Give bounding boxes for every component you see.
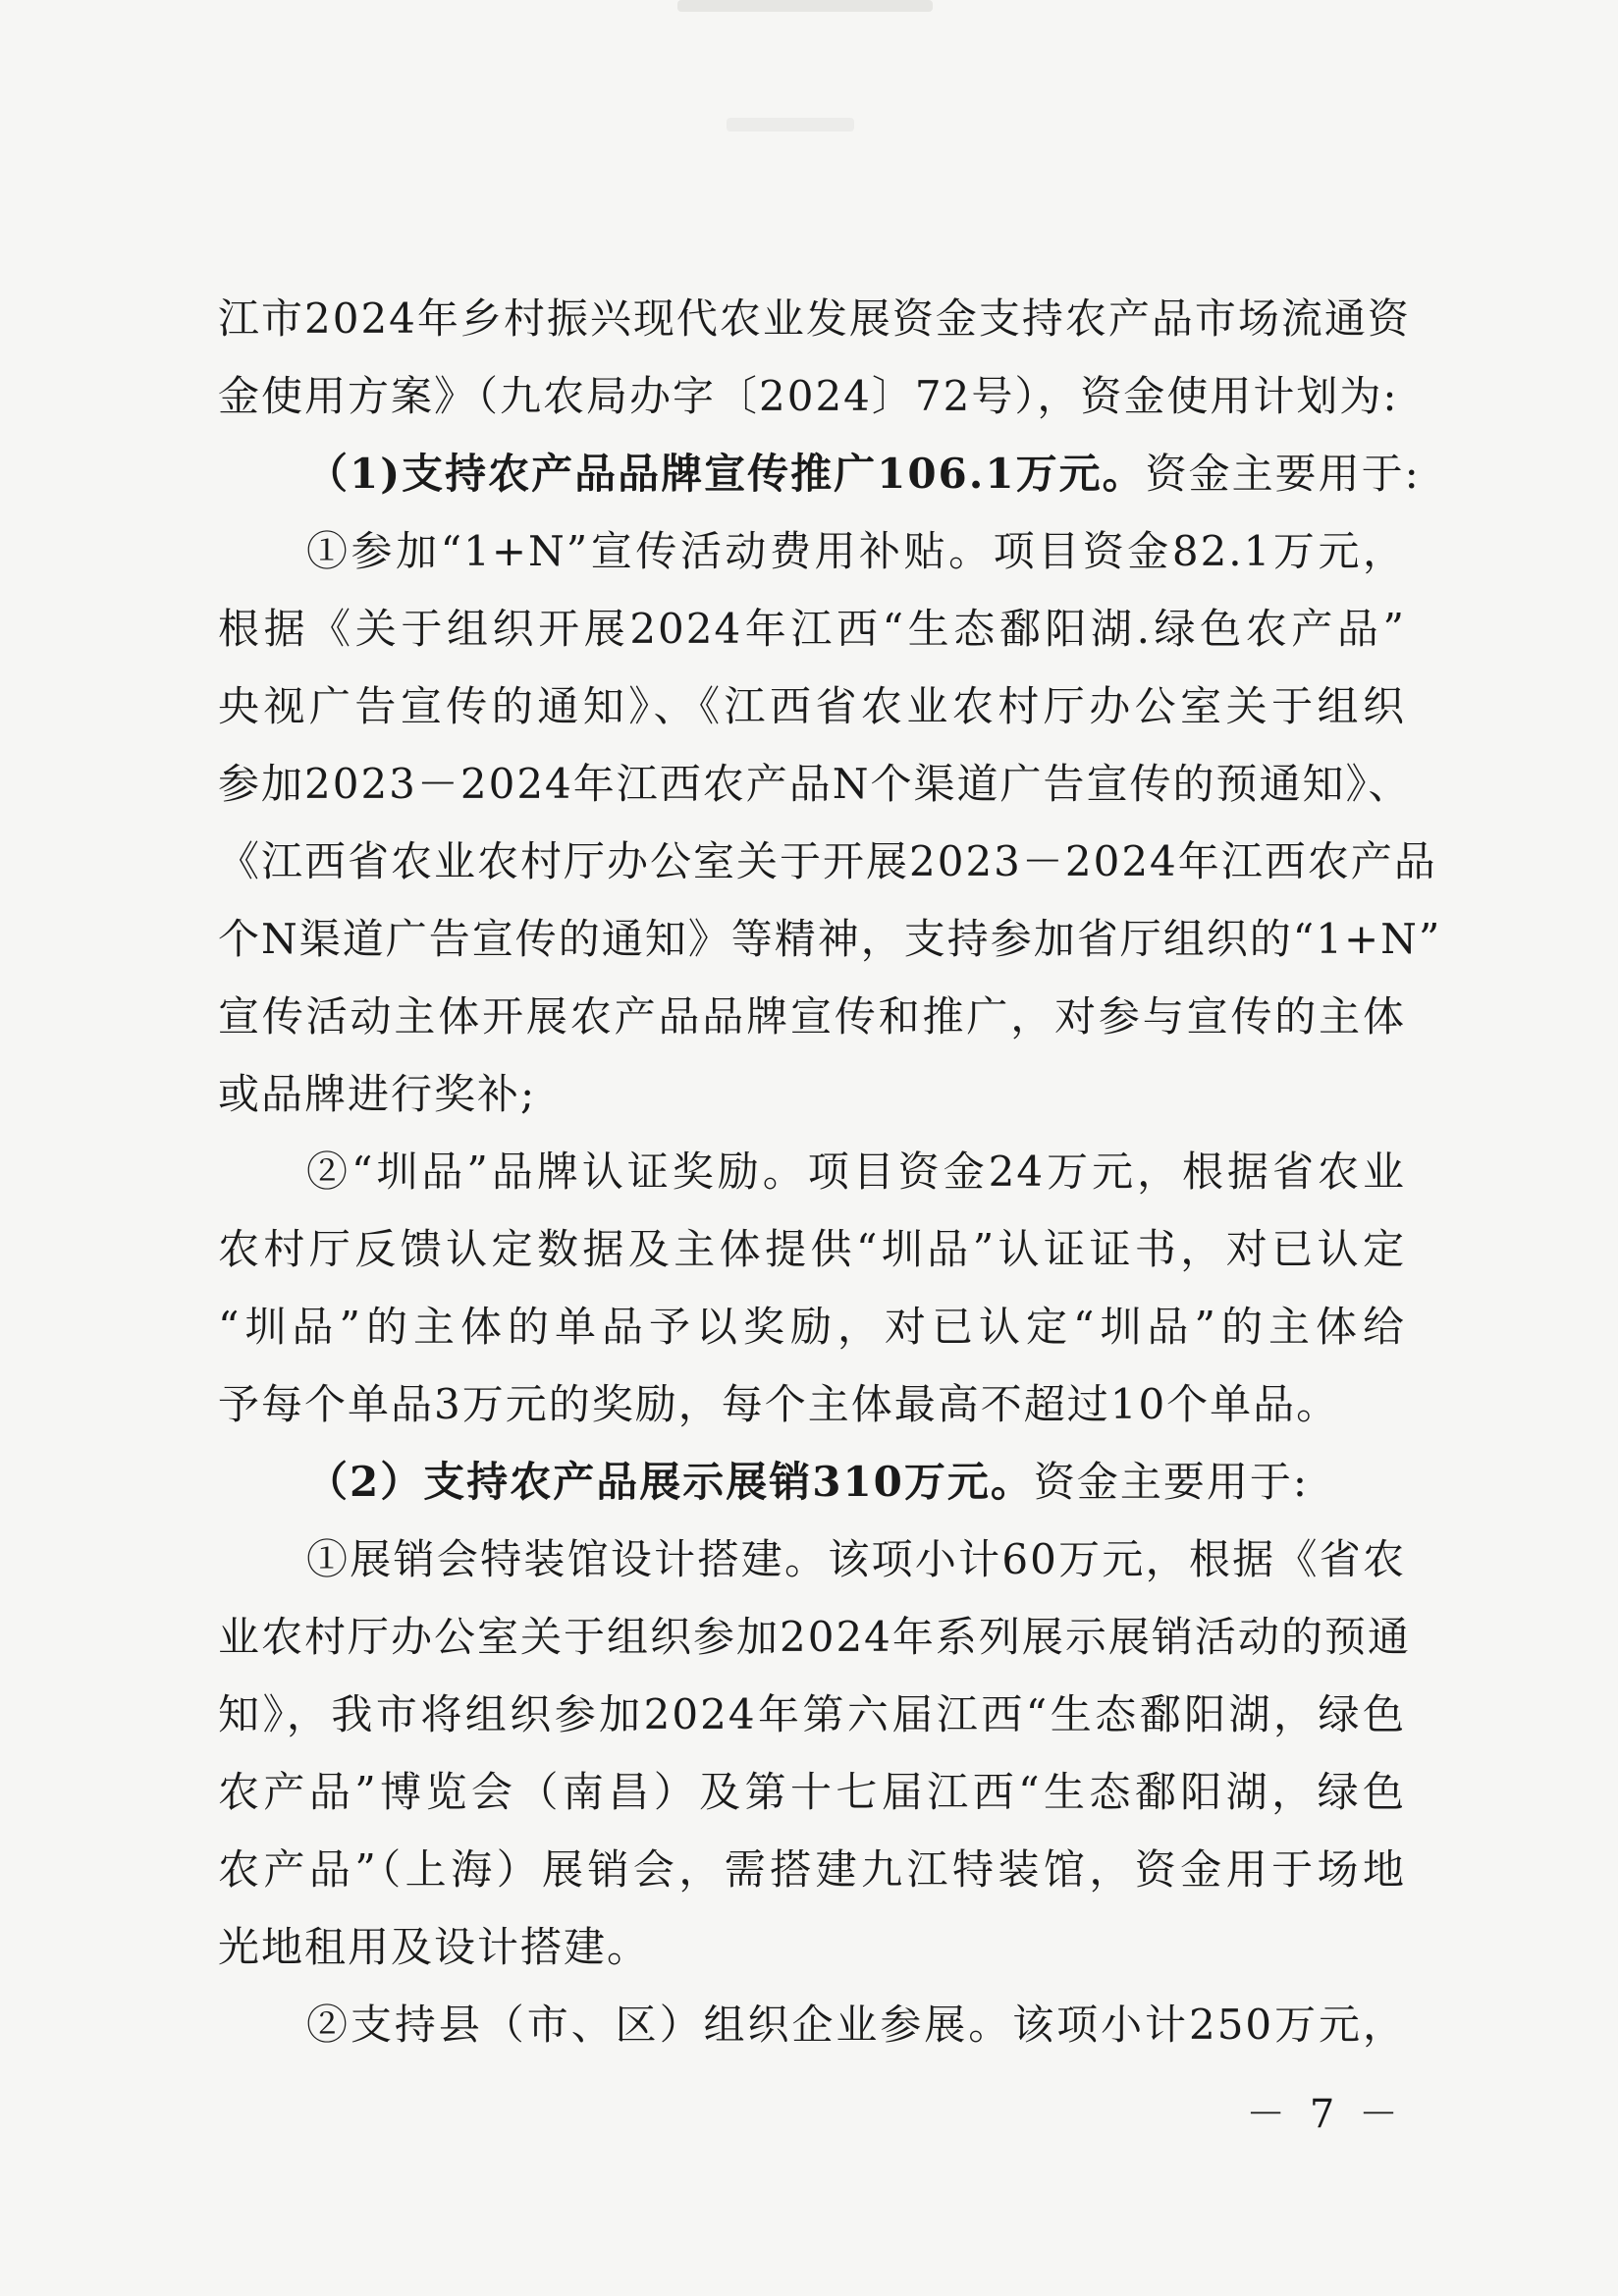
text-line: ②“圳品”品牌认证奖励。项目资金24万元，根据省农业 [306, 1148, 1406, 1196]
text-line: 业农村厅办公室关于组织参加2024年系列展示展销活动的预通 [218, 1613, 1411, 1661]
text-line: 予每个单品3万元的奖励，每个主体最高不超过10个单品。 [218, 1380, 1340, 1428]
scan-bleed-mark [677, 0, 933, 12]
text-line: 根据《关于组织开展2024年江西“生态鄱阳湖.绿色农产品” [218, 605, 1406, 653]
paragraph-1-2 [218, 1133, 1406, 1443]
text-line: 知》，我市将组织参加2024年第六届江西“生态鄱阳湖，绿色 [218, 1690, 1406, 1738]
text-line: ①参加“1+N”宣传活动费用补贴。项目资金82.1万元， [306, 527, 1406, 575]
text-line: 农产品”（上海）展销会，需搭建九江特装馆，资金用于场地 [218, 1845, 1406, 1894]
text-line: “圳品”的主体的单品予以奖励，对已认定“圳品”的主体给 [218, 1303, 1406, 1351]
paragraph-2-2 [218, 1986, 1406, 2063]
text-line [218, 1443, 1406, 1521]
section-heading: （1)支持农产品品牌宣传推广106.1万元。 [306, 450, 1146, 498]
text-line: 或品牌进行奖补; [218, 1070, 537, 1118]
document-body [218, 280, 1442, 2063]
text-line: 个N渠道广告宣传的通知》等精神，支持参加省厅组织的“1+N” [218, 915, 1442, 963]
text-line: 光地租用及设计搭建。 [218, 1923, 651, 1971]
heading-item-2 [218, 1443, 1406, 1521]
text-line: ②支持县（市、区）组织企业参展。该项小计250万元， [306, 2001, 1406, 2049]
paragraph-2-1 [218, 1521, 1411, 1986]
text-line: 《江西省农业农村厅办公室关于开展2023－2024年江西农产品 [218, 837, 1437, 885]
paragraph-1-1 [218, 512, 1442, 1133]
section-heading: （2）支持农产品展示展销310万元。 [306, 1458, 1034, 1506]
paragraph-intro [218, 280, 1411, 435]
text-line: 农村厅反馈认定数据及主体提供“圳品”认证证书，对已认定 [218, 1225, 1406, 1273]
text-line: ①展销会特装馆设计搭建。该项小计60万元，根据《省农 [306, 1535, 1406, 1583]
text-line: 央视广告宣传的通知》、《江西省农业农村厅办公室关于组织 [218, 682, 1406, 730]
text-line [218, 435, 1421, 512]
heading-item-1 [218, 435, 1421, 512]
page-number: － 7 － [1246, 2092, 1404, 2137]
text-line: 宣传活动主体开展农产品品牌宣传和推广，对参与宣传的主体 [218, 992, 1406, 1041]
text-line: 农产品”博览会（南昌）及第十七届江西“生态鄱阳湖，绿色 [218, 1768, 1406, 1816]
section-heading-tail: 资金主要用于: [1145, 450, 1421, 498]
text-line: 参加2023－2024年江西农产品N个渠道广告宣传的预通知》、 [218, 760, 1412, 808]
section-heading-tail: 资金主要用于: [1033, 1458, 1310, 1506]
text-line: 金使用方案》（九农局办字〔2024〕72号），资金使用计划为: [218, 372, 1399, 420]
text-line: 江市2024年乡村振兴现代农业发展资金支持农产品市场流通资 [218, 294, 1411, 343]
scan-bleed-mark [727, 118, 854, 132]
